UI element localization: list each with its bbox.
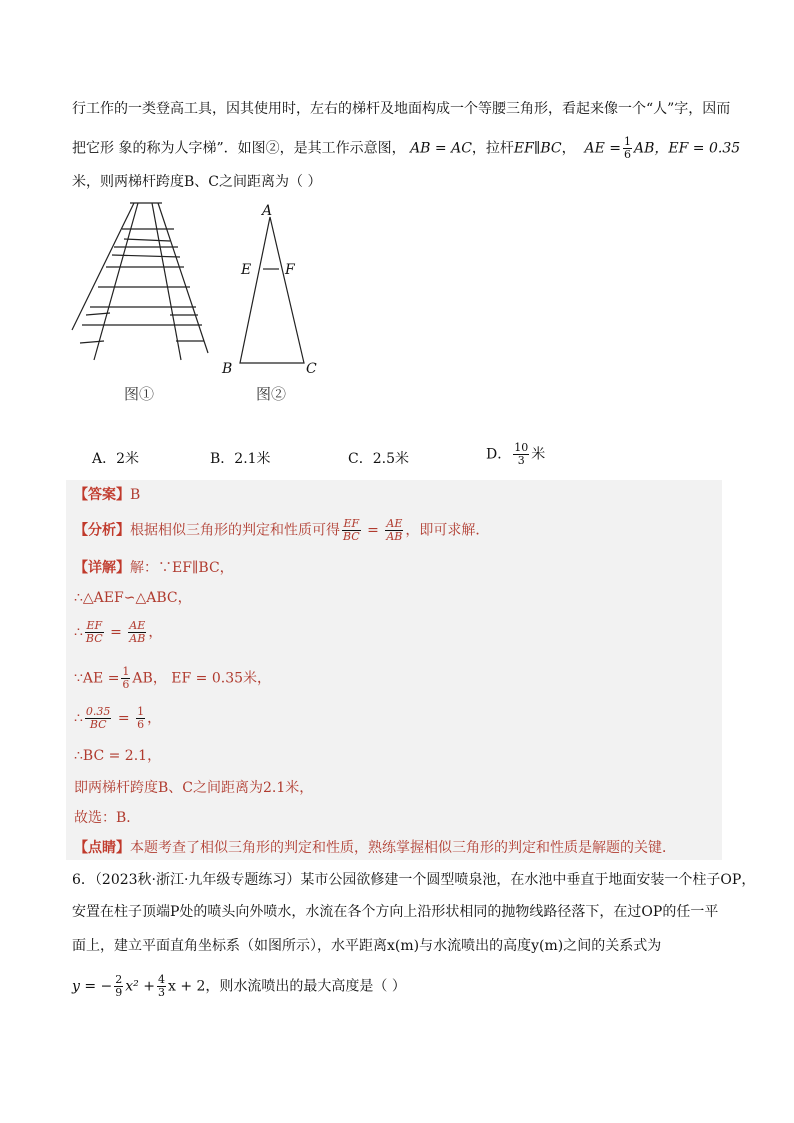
condition-ae-lhs: AE = [584, 140, 622, 157]
question-6-line-2: 安置在柱子顶端P处的喷头向外喷水，水流在各个方向上沿形状相同的抛物线路径落下，在过OP的任一平 [72, 904, 719, 920]
caption-figure-2: 图② [256, 385, 287, 403]
intro-separator: ， [561, 140, 576, 157]
detail-line-5: ∴ $\frac{0.35}{BC}$ = $\frac{1}{6}$ ， [74, 705, 162, 731]
intro-line-3: 米，则两梯杆跨度B、C之间距离为（ ） [72, 174, 322, 190]
label-f: F [285, 262, 295, 278]
caption-figure-1: 图① [124, 385, 155, 403]
detail-line-6: ∴BC = 2.1， [74, 748, 162, 764]
triangle-diagram [240, 217, 304, 363]
detail-line-8: 故选：B． [74, 810, 141, 826]
detail-line-1: 【详解】解：∵EF∥BC， [74, 560, 234, 576]
ladder-figures [66, 195, 336, 415]
condition-ef-length: ，EF = 0.35 [654, 140, 741, 157]
answer-line: 【答案】B [74, 487, 141, 503]
condition-ae-rhs: AB [634, 140, 655, 157]
option-b[interactable]: B．2.1米 [210, 451, 271, 467]
intro-line-2 [72, 136, 740, 161]
fraction-one-sixth: $\frac{1}{6}$ [624, 135, 632, 161]
intro-line-2-text: 把它形 象的称为人字梯”．如图②，是其工作示意图， [72, 140, 406, 157]
question-6-line-3: 面上，建立平面直角坐标系（如图所示），水平距离x(m)与水流喷出的高度y(m)之间的关系式为 [72, 938, 662, 954]
option-d[interactable]: D． $\frac{10}{3}$ 米 [486, 441, 546, 467]
label-c: C [306, 361, 317, 377]
detail-line-3: ∴ $\frac{EF}{BC}$ = $\frac{AE}{AB}$ ， [74, 619, 163, 645]
label-b: B [222, 361, 233, 377]
intro-line-2-mid: ，拉杆 [471, 140, 514, 157]
condition-ef-parallel-bc: EF∥BC [513, 140, 562, 157]
detail-line-2: ∴△AEF∽△ABC， [74, 590, 192, 606]
detail-line-4: ∵AE = $\frac{1}{6}$ AB， EF = 0.35米， [74, 665, 272, 691]
ladder-drawing [72, 203, 208, 360]
option-a[interactable]: A．2米 [92, 451, 140, 467]
label-e: E [241, 262, 252, 278]
option-c[interactable]: C．2.5米 [348, 451, 409, 467]
analysis-line: 【分析】根据相似三角形的判定和性质可得 $\frac{EF}{BC}$ = $\frac{AE}{AB}$ ，即可求解． [74, 517, 490, 543]
solution-box [66, 480, 722, 860]
question-6-line-1: 6．（2023秋·浙江·九年级专题练习）某市公园欲修建一个圆型喷泉池，在水池中垂直于地面安装一个柱子OP， [72, 872, 756, 888]
comment-line: 【点睛】本题考查了相似三角形的判定和性质，熟练掌握相似三角形的判定和性质是解题的关键． [74, 840, 676, 856]
answer-options [92, 442, 592, 472]
question-6-line-4: y = − $\frac{2}{9}$ x² + $\frac{4}{3}$ x + 2，则水流喷出的最大高度是（ ） [72, 973, 406, 999]
intro-line-1: 行工作的一类登高工具，因其使用时，左右的梯杆及地面构成一个等腰三角形，看起来像一个“人”字，因而 [72, 101, 731, 117]
condition-ab-ac: AB = AC [410, 140, 472, 157]
answer-value: B [130, 487, 141, 503]
label-a: A [262, 203, 273, 219]
detail-line-7: 即两梯杆跨度B、C之间距离为2.1米， [74, 780, 314, 796]
